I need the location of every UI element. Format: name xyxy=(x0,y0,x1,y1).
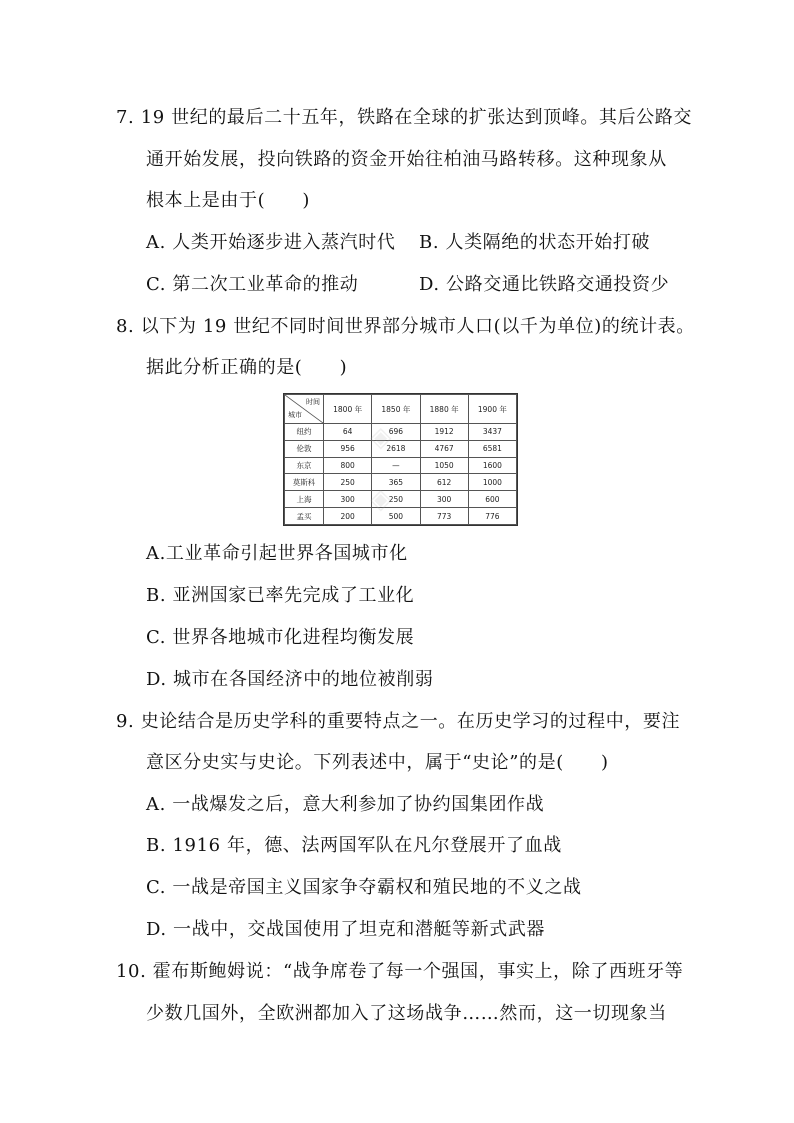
city-cell: 伦敦 xyxy=(285,440,324,457)
value-cell: 64 xyxy=(324,424,372,441)
year-header: 1900 年 xyxy=(468,395,516,424)
table-row xyxy=(285,491,517,508)
year-header: 1800 年 xyxy=(324,395,372,424)
table-row xyxy=(285,474,517,491)
q9-option-a: A. 一战爆发之后，意大利参加了协约国集团作战 xyxy=(146,794,545,815)
table-corner-cell xyxy=(285,395,324,424)
city-cell: 上海 xyxy=(285,491,324,508)
q7-option-d: D. 公路交通比铁路交通投资少 xyxy=(419,274,670,295)
value-cell: 696 xyxy=(372,424,420,441)
value-cell: 800 xyxy=(324,457,372,474)
q7-option-b: B. 人类隔绝的状态开始打破 xyxy=(419,232,651,253)
q9-option-c: C. 一战是帝国主义国家争夺霸权和殖民地的不义之战 xyxy=(146,877,582,898)
year-header: 1850 年 xyxy=(372,395,420,424)
value-cell: 956 xyxy=(324,440,372,457)
city-cell: 纽约 xyxy=(285,424,324,441)
q8-option-a: A.工业革命引起世界各国城市化 xyxy=(146,543,408,564)
q10-line1: 10. 霍布斯鲍姆说：“战争席卷了每一个强国，事实上，除了西班牙等 xyxy=(116,961,684,982)
value-cell: 600 xyxy=(468,491,516,508)
value-cell: — xyxy=(372,457,420,474)
value-cell: 300 xyxy=(324,491,372,508)
value-cell: 612 xyxy=(420,474,468,491)
table-row xyxy=(285,440,517,457)
q7-line3: 根本上是由于( ) xyxy=(146,190,311,211)
q7-option-a: A. 人类开始逐步进入蒸汽时代 xyxy=(146,232,396,253)
value-cell: 6581 xyxy=(468,440,516,457)
value-cell: 200 xyxy=(324,508,372,525)
q8-line1: 8. 以下为 19 世纪不同时间世界部分城市人口(以千为单位)的统计表。 xyxy=(116,316,695,337)
q7-line1: 7. 19 世纪的最后二十五年，铁路在全球的扩张达到顶峰。其后公路交 xyxy=(116,107,692,128)
value-cell: 3437 xyxy=(468,424,516,441)
city-cell: 东京 xyxy=(285,457,324,474)
value-cell: 250 xyxy=(372,491,420,508)
q9-option-b: B. 1916 年，德、法两国军队在凡尔登展开了血战 xyxy=(146,835,562,856)
table-row xyxy=(285,508,517,525)
value-cell: 776 xyxy=(468,508,516,525)
value-cell: 1000 xyxy=(468,474,516,491)
city-cell: 孟买 xyxy=(285,508,324,525)
q7-line2: 通开始发展，投向铁路的资金开始往柏油马路转移。这种现象从 xyxy=(146,149,667,170)
table-row xyxy=(285,424,517,441)
q7-option-c: C. 第二次工业革命的推动 xyxy=(146,274,359,295)
q8-line2: 据此分析正确的是( ) xyxy=(146,357,348,378)
value-cell: 1050 xyxy=(420,457,468,474)
value-cell: 250 xyxy=(324,474,372,491)
value-cell: 300 xyxy=(420,491,468,508)
q10-line2: 少数几国外，全欧洲都加入了这场战争……然而，这一切现象当 xyxy=(146,1003,667,1024)
q9-line2: 意区分史实与史论。下列表述中，属于“史论”的是( ) xyxy=(146,752,609,773)
city-cell: 莫斯科 xyxy=(285,474,324,491)
value-cell: 4767 xyxy=(420,440,468,457)
value-cell: 773 xyxy=(420,508,468,525)
value-cell: 500 xyxy=(372,508,420,525)
corner-label-time: 时间 xyxy=(306,398,320,406)
year-header: 1880 年 xyxy=(420,395,468,424)
q8-option-c: C. 世界各地城市化进程均衡发展 xyxy=(146,627,415,648)
q8-option-d: D. 城市在各国经济中的地位被削弱 xyxy=(146,669,434,690)
value-cell: 1912 xyxy=(420,424,468,441)
q9-option-d: D. 一战中，交战国使用了坦克和潜艇等新式武器 xyxy=(146,919,546,940)
value-cell: 2618 xyxy=(372,440,420,457)
watermark-icon: ◈ xyxy=(370,420,392,453)
corner-label-city: 城市 xyxy=(288,411,302,419)
table-row xyxy=(285,457,517,474)
q9-line1: 9. 史论结合是历史学科的重要特点之一。在历史学习的过程中，要注 xyxy=(116,711,681,732)
population-table xyxy=(283,393,518,526)
value-cell: 1600 xyxy=(468,457,516,474)
watermark-icon: ◈ xyxy=(370,482,392,515)
q8-option-b: B. 亚洲国家已率先完成了工业化 xyxy=(146,585,415,606)
value-cell: 365 xyxy=(372,474,420,491)
